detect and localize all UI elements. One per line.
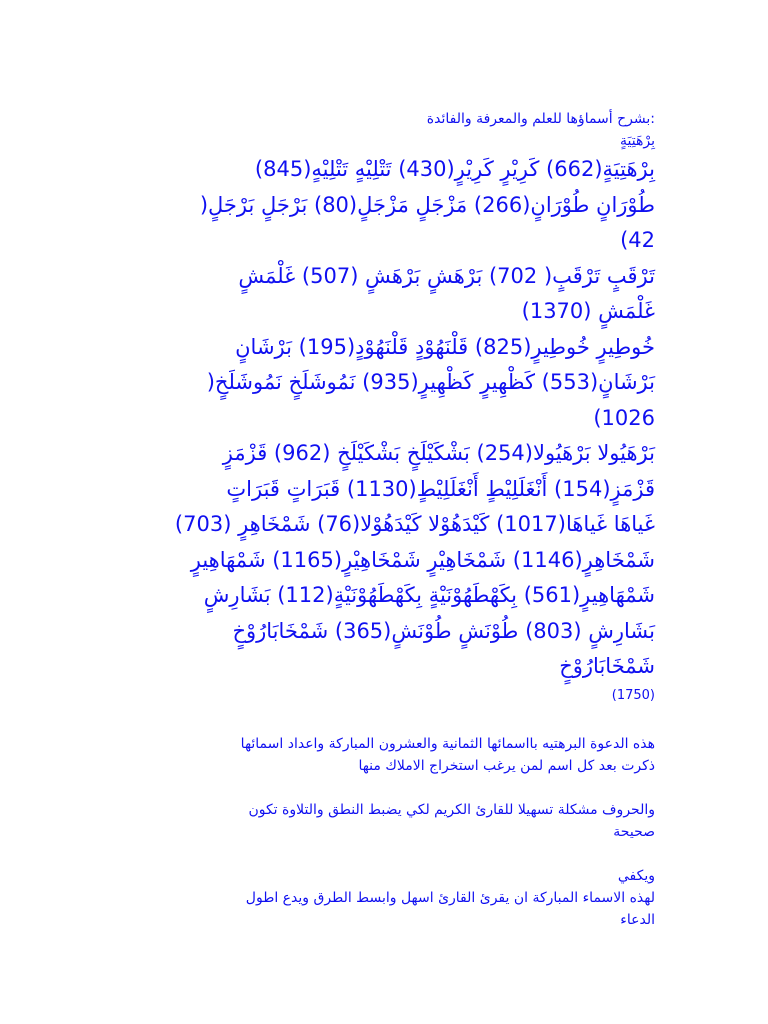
names-line: غَلْمَشٍ (1370) bbox=[521, 299, 655, 323]
paragraph-line: ويكفي bbox=[617, 867, 655, 884]
paragraph-line: الدعاء bbox=[620, 911, 655, 928]
names-line: طُوْرَانٍ طُوْرَانٍ(266) مَزْجَلٍ مَزْجَلٍ(80) بَرْجَلٍ بَرْجَلٍ( bbox=[199, 192, 655, 217]
subtitle-line: بِرْهَتِيَةٍ bbox=[620, 133, 655, 149]
paragraph-3 bbox=[110, 865, 655, 931]
names-line: بَرْشَانٍ(553) كَظْهِيرٍ كَظْهِيرٍ(935) نَمُوشَلَخٍ نَمُوشَلَخٍ( bbox=[206, 370, 655, 394]
names-line: شَمْخَاهِرٍ(1146) شَمْخَاهِيْرٍ شَمْخَاهِيْرٍ(1165) شَمْهَاهِيرٍ bbox=[190, 547, 655, 572]
paragraph-line: لهذه الاسماء المباركة ان يقرئ القارئ اسهل وابسط الطرق ويدع اطول bbox=[245, 889, 655, 906]
names-line: بَشَارِشٍ (803) طُوْنَشٍ طُوْنَشٍ(365) شَمْخَابَارُوْخٍ bbox=[232, 618, 655, 643]
names-line: 42) bbox=[620, 228, 655, 252]
intro-line: :بشرح أسماؤها للعلم والمعرفة والفائدة bbox=[426, 111, 655, 127]
names-line: شَمْهَاهِيرٍ(561) بِكَهْطَهُوْنَيْةٍ بِكَهْطَهُوْنَيْةٍ(112) بَشَارِشٍ bbox=[203, 583, 655, 607]
names-line: خُوطِيرٍ خُوطِيرٍ(825) قَلْنَهُوْدٍ قَلْنَهُوْدٍ(195) بَرْشَانٍ bbox=[235, 334, 655, 359]
paragraph-line: والحروف مشكلة تسهيلا للقارئ الكريم لكي يضبط النطق والتلاوة تكون bbox=[248, 801, 655, 818]
names-line: 1026) bbox=[593, 405, 655, 430]
names-line: بِرْهَتِيَةٍ(662) كَرِيْرٍ كَرِيْرٍ(430) تَتْلِيْهٍ تَتْلِيْهٍ(845) bbox=[254, 157, 655, 181]
paragraph-line: ذكرت بعد كل اسم لمن يرغب استخراج الاملاك منها bbox=[358, 757, 655, 774]
document-page bbox=[110, 108, 655, 931]
paragraph-1 bbox=[110, 733, 655, 777]
paragraph-2 bbox=[110, 799, 655, 843]
names-line: تَرْقَبٍ تَرْقَبٍ( 702) بَرْهَشٍ بَرْهَشٍ (507) غَلْمَشٍ bbox=[238, 263, 655, 288]
final-number: (1750) bbox=[611, 687, 655, 703]
paragraph-line: هذه الدعوة البرهتيه بااسمائها الثمانية والعشرون المباركة واعداد اسمائها bbox=[240, 735, 655, 752]
names-line: بَرْهَيُولا بَرْهَيُولا(254) بَشْكَيْلَخٍ بَشْكَيْلَخٍ (962) قَزْمَزٍ bbox=[222, 441, 655, 465]
names-line: شَمْخَابَارُوْخٍ bbox=[559, 654, 655, 678]
names-line: غَياهَا غَياهَا(1017) كَيْدَهُوْلا كَيْدَهُوْلا(76) شَمْخَاهِرٍ (703) bbox=[174, 512, 655, 536]
names-line: قَزْمَزٍ(154) أَنْغَلَلِيْطٍ أَنْغَلَلِيْطٍ(1130) قَبَرَاتٍ قَبَرَاتٍ bbox=[226, 476, 655, 501]
names-block bbox=[110, 152, 655, 685]
paragraph-line: صحيحة bbox=[613, 823, 655, 840]
